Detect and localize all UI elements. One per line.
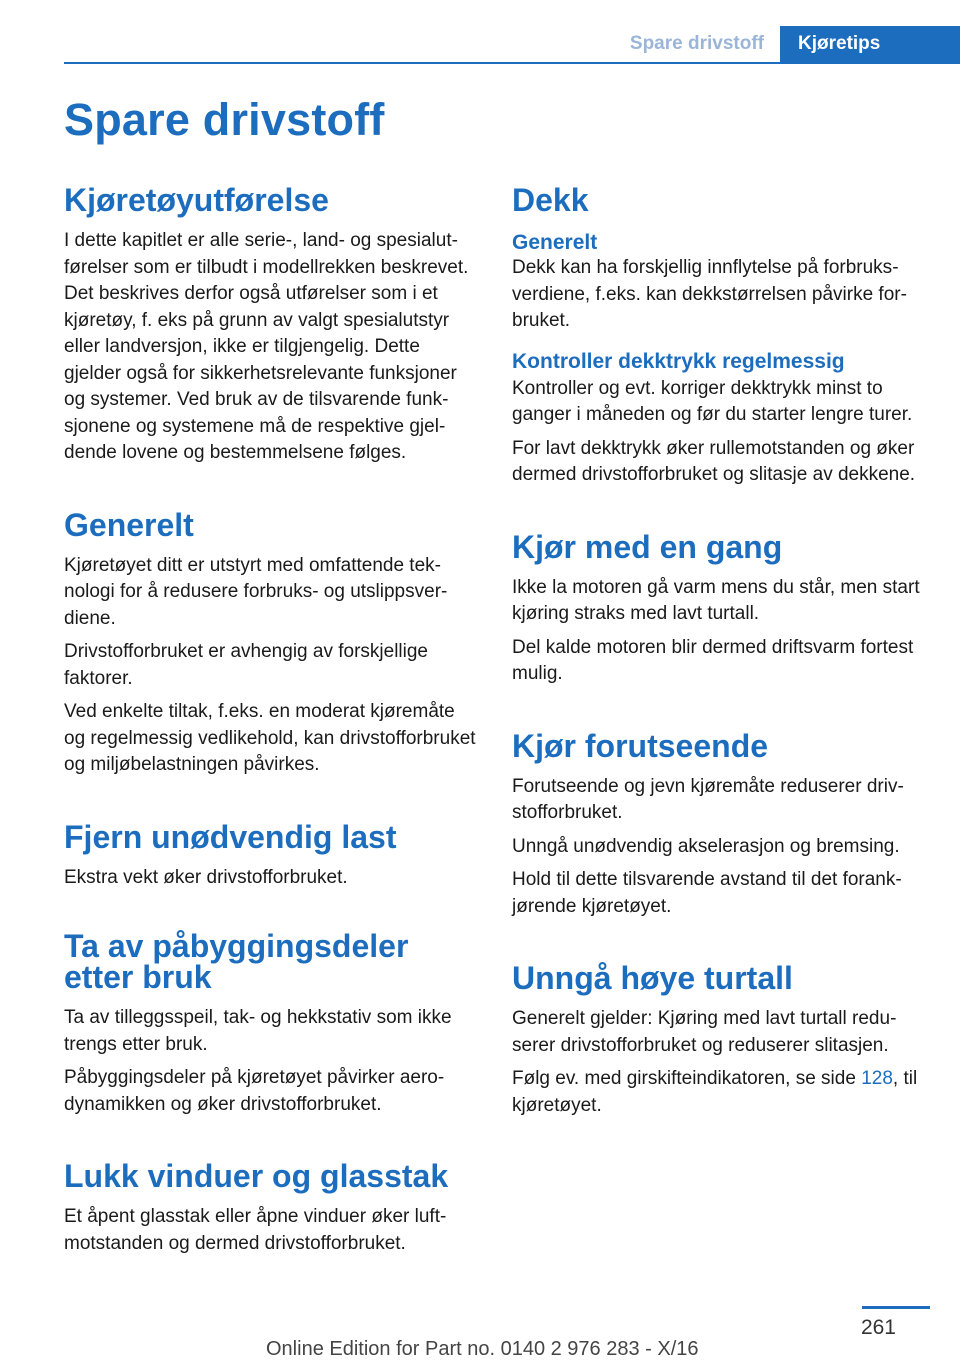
- paragraph: Kjøretøyet ditt er utstyrt med omfattende teknologi for å redusere forbruks- og utslippsverdiene.: [64, 554, 448, 629]
- paragraph: I dette kapitlet er alle serie-, land- og spesialutførelser som er tilbudt i modellrekken beskrevet. Det beskrives derfor også utførelser som i et kjøretøy, f. eks på grunn av valgt spesialutstyr eller landversjon, ikke er tilgjengelig. Dette gjelder også for sikkerhetsrelevante funksjoner og systemer. Ved bruk av de tilsvarende funksjonene og systemene må de respektive gjeldende lovene og bestemmelsene følges.: [64, 230, 469, 463]
- page-number: 261: [860, 1316, 896, 1339]
- paragraph-text: , til kjøretøyet.: [512, 1068, 918, 1116]
- subsection-title: Kontroller dekktrykk regelmessig: [512, 349, 845, 373]
- section-title: Unngå høye turtall: [512, 960, 793, 997]
- paragraph: Ta av tilleggsspeil, tak- og hekkstativ som ikke trengs etter bruk.: [64, 1007, 452, 1055]
- paragraph: Unngå unødvendig akselerasjon og bremsing.: [512, 835, 900, 857]
- paragraph: [512, 1066, 930, 1119]
- section-title: Kjør med en gang: [512, 528, 783, 565]
- paragraph: Generelt gjelder: Kjøring med lavt turtall reduserer drivstofforbruket og reduserer slitasjen.: [512, 1008, 897, 1056]
- section-title: Kjør forutseende: [512, 727, 769, 764]
- paragraph: Et åpent glasstak eller åpne vinduer øker luftmotstanden og dermed drivstofforbruket.: [64, 1206, 447, 1254]
- section-title: Fjern unødvendig last: [64, 818, 397, 855]
- header-rule: [64, 62, 960, 64]
- paragraph: Del kalde motoren blir dermed driftsvarm fortest mulig.: [512, 636, 914, 685]
- paragraph-text: Følg ev. med girskifteindikatoren, se side: [512, 1068, 862, 1090]
- section-title: Dekk: [512, 182, 589, 218]
- header-section-label: Spare drivstoff: [629, 33, 764, 54]
- page-title: Spare drivstoff: [64, 94, 385, 145]
- section-title: Lukk vinduer og glasstak: [64, 1158, 449, 1194]
- subsection-title: Generelt: [512, 231, 598, 254]
- header-tabs: [614, 26, 960, 62]
- right-column: [512, 180, 930, 1119]
- paragraph: Forutseende og jevn kjøremåte reduserer drivstofforbruket.: [512, 775, 904, 824]
- section-title: Generelt: [64, 506, 194, 543]
- left-column: [64, 180, 478, 1257]
- paragraph: Påbyggingsdeler på kjøretøyet påvirker aerodynamikken og øker drivstofforbruket.: [64, 1067, 445, 1115]
- header-chapter-tab: Kjøretips: [780, 26, 960, 62]
- paragraph: Ved enkelte tiltak, f.eks. en moderat kjøremåte og regelmessig vedlikehold, kan drivstofforbruket og miljøbelastningen påvirkes.: [64, 701, 476, 775]
- paragraph: Dekk kan ha forskjellig innflytelse på forbruksverdiene, f.eks. kan dekkstørrelsen påvirke forbruket.: [512, 257, 907, 332]
- section-title: Ta av påbyggingsdeler etter bruk: [64, 928, 409, 995]
- paragraph: Drivstofforbruket er avhengig av forskjellige faktorer.: [64, 641, 428, 689]
- section-title: Kjøretøyutførelse: [64, 182, 329, 218]
- edition-footer: Online Edition for Part no. 0140 2 976 283 - X/16: [266, 1338, 699, 1360]
- paragraph: Ekstra vekt øker drivstofforbruket.: [64, 866, 348, 888]
- footer-rule: [862, 1306, 930, 1309]
- paragraph: Hold til dette tilsvarende avstand til det forankjørende kjøretøyet.: [512, 869, 902, 917]
- paragraph: Kontroller og evt. korriger dekktrykk minst to ganger i måneden og før du starter lengre turer.: [512, 377, 913, 426]
- paragraph: For lavt dekktrykk øker rullemotstanden og øker dermed drivstofforbruket og slitasje av dekkene.: [512, 437, 916, 486]
- page-reference-link[interactable]: 128: [861, 1068, 893, 1090]
- paragraph: Ikke la motoren gå varm mens du står, men start kjøring straks med lavt turtall.: [512, 576, 920, 625]
